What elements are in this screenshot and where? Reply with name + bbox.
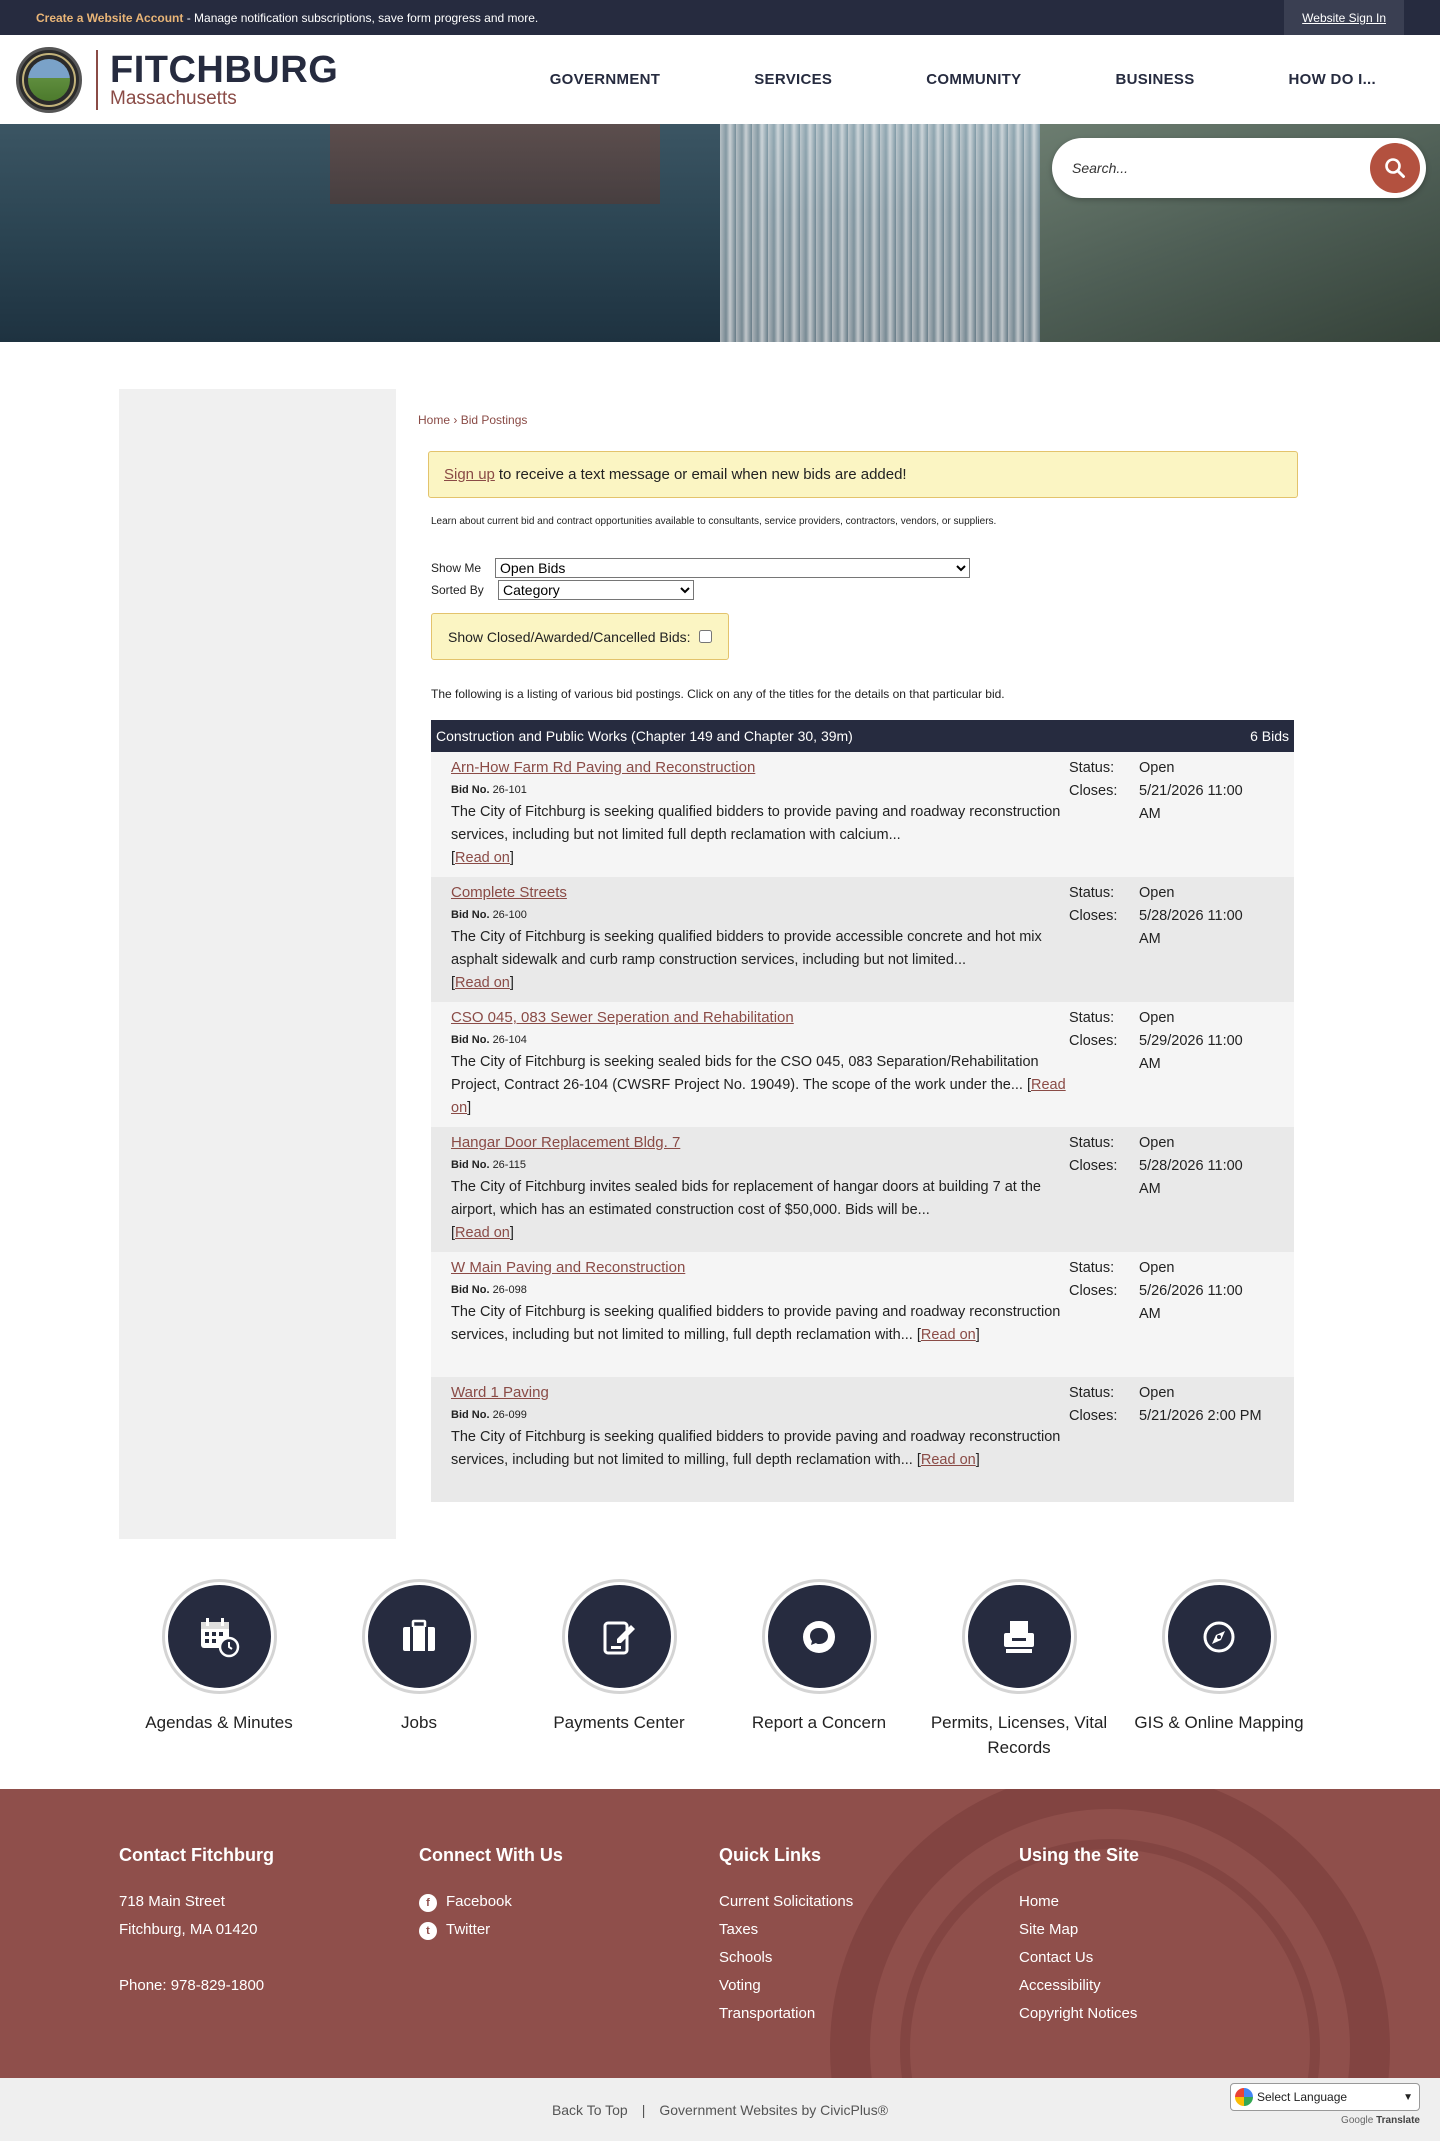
breadcrumb-home[interactable]: Home <box>418 413 451 427</box>
nav-services[interactable]: SERVICES <box>754 71 833 88</box>
bid-no-label: Bid No. <box>451 909 490 921</box>
footer-quick-links <box>719 1845 1019 2028</box>
nav-community[interactable]: COMMUNITY <box>926 71 1022 88</box>
bid-number: 26-115 <box>492 1159 526 1171</box>
status-label: Status: <box>1069 760 1115 776</box>
logo-state-name: Massachusetts <box>110 87 237 109</box>
closes-value: 5/26/2026 11:00 AM <box>1139 1283 1243 1322</box>
bid-title-link[interactable]: Ward 1 Paving <box>451 1384 549 1401</box>
nav-how-do-i[interactable]: HOW DO I... <box>1288 71 1376 88</box>
listing-intro-text: The following is a listing of various bid postings. Click on any of the titles for the details on that particular bid. <box>431 687 1005 701</box>
status-label: Status: <box>1069 1260 1115 1276</box>
bid-number: 26-101 <box>492 784 527 796</box>
quick-link-label: Jobs <box>401 1713 437 1732</box>
bid-no-label: Bid No. <box>451 1284 490 1296</box>
left-sidebar <box>119 389 396 1539</box>
bid-number: 26-100 <box>492 909 527 921</box>
chevron-down-icon: ▼ <box>1403 2091 1413 2103</box>
read-on-link[interactable]: Read on <box>455 850 510 866</box>
bottom-bar <box>0 2078 1440 2141</box>
create-account-notice <box>36 11 538 25</box>
footer-link-voting[interactable]: Voting <box>719 1977 761 1994</box>
search-button[interactable] <box>1370 143 1420 193</box>
bid-row: Complete Streets Bid No. 26-100 The City of Fitchburg is seeking qualified bidders to provide accessible concrete and hot mix asphalt sidewalk and curb ramp construction services, including but not limited... [Read on] Status: Open Closes: 5/28/2026 11:00 AM <box>431 877 1294 1002</box>
speech-bubble-icon <box>797 1615 841 1659</box>
status-value: Open <box>1139 1135 1175 1151</box>
quick-link-report-concern[interactable] <box>719 1579 919 1760</box>
read-on-link[interactable]: Read on <box>920 1452 976 1468</box>
nav-business[interactable]: BUSINESS <box>1115 71 1195 88</box>
bid-description: The City of Fitchburg invites sealed bids for replacement of hangar doors at building 7 at the airport, which has an estimated construction cost of $50,000. Bids will be... <box>451 1179 1041 1218</box>
footer-facebook-label: Facebook <box>446 1893 512 1910</box>
bid-row: W Main Paving and Reconstruction Bid No. 26-098 The City of Fitchburg is seeking qualified bidders to provide paving and roadway reconstruction services, including but not limited to milling, full depth reclamation with... [Read on] Status: Open Closes: 5/26/2026 11:00 AM <box>431 1252 1294 1377</box>
footer-quick-heading: Quick Links <box>719 1845 822 1865</box>
read-on-link[interactable]: Read on <box>920 1327 976 1343</box>
hero-banner <box>0 124 1440 342</box>
quick-link-gis[interactable] <box>1119 1579 1319 1760</box>
twitter-icon: t <box>419 1922 437 1940</box>
bid-number: 26-104 <box>492 1034 527 1046</box>
bid-category-table <box>431 720 1294 1502</box>
read-on-link[interactable]: Read on <box>451 1077 1066 1116</box>
footer-address-line2: Fitchburg, MA 01420 <box>119 1921 258 1938</box>
bid-no-label: Bid No. <box>451 784 490 796</box>
create-account-link[interactable]: Create a Website Account <box>36 10 184 25</box>
footer-using-site <box>1019 1845 1319 2028</box>
show-closed-label: Show Closed/Awarded/Cancelled Bids: <box>448 628 691 645</box>
status-label: Status: <box>1069 1010 1115 1026</box>
bid-description: The City of Fitchburg is seeking qualified bidders to provide paving and roadway reconstruction services, including but not limited to milling, full depth reclamation with... <box>451 1429 1061 1468</box>
bid-description: The City of Fitchburg is seeking qualified bidders to provide paving and roadway reconstruction services, including but not limited full depth reclamation with calcium... <box>451 804 1061 843</box>
main-navigation <box>550 71 1376 88</box>
compass-icon <box>1197 1615 1241 1659</box>
footer-link-taxes[interactable]: Taxes <box>719 1921 759 1938</box>
sorted-by-label: Sorted By <box>431 583 484 597</box>
signup-text: to receive a text message or email when new bids are added! <box>498 466 907 483</box>
quick-link-label: Permits, Licenses, Vital Records <box>930 1713 1108 1757</box>
bid-row: Ward 1 Paving Bid No. 26-099 The City of Fitchburg is seeking qualified bidders to provide paving and roadway reconstruction services, including but not limited to milling, full depth reclamation with... [Read on] Status: Open Closes: 5/21/2026 2:00 PM <box>431 1377 1294 1502</box>
closes-value: 5/28/2026 11:00 AM <box>1139 1158 1243 1197</box>
civicplus-link[interactable]: Government Websites by CivicPlus® <box>659 2101 889 2118</box>
status-value: Open <box>1139 760 1175 776</box>
quick-link-label: Payments Center <box>553 1713 685 1732</box>
bid-postings-content <box>418 389 1290 1539</box>
show-closed-checkbox[interactable] <box>699 630 712 643</box>
footer-connect <box>419 1845 719 2028</box>
footer-address-line1: 718 Main Street <box>119 1893 225 1910</box>
logo-city-name: FITCHBURG <box>110 48 339 91</box>
powered-by-google <box>1230 2115 1420 2126</box>
footer-contact-heading: Contact Fitchburg <box>119 1845 274 1865</box>
read-on-link[interactable]: Read on <box>455 1225 510 1241</box>
bid-title-link[interactable]: Complete Streets <box>451 884 567 901</box>
closes-label: Closes: <box>1069 1283 1118 1299</box>
status-label: Status: <box>1069 885 1115 901</box>
closes-label: Closes: <box>1069 1033 1118 1049</box>
bid-filters <box>431 557 1290 601</box>
show-me-select[interactable] <box>495 558 970 578</box>
footer-link-schools[interactable]: Schools <box>719 1949 773 1966</box>
bid-number: 26-098 <box>492 1284 527 1296</box>
calendar-clock-icon <box>197 1615 241 1659</box>
bid-description: The City of Fitchburg is seeking qualified bidders to provide accessible concrete and hot mix asphalt sidewalk and curb ramp construction services, including but not limited... <box>451 929 1042 968</box>
nav-government[interactable]: GOVERNMENT <box>549 71 661 88</box>
status-label: Status: <box>1069 1135 1115 1151</box>
quick-link-label: Agendas & Minutes <box>145 1713 293 1732</box>
footer-twitter-link[interactable] <box>419 1916 719 1944</box>
footer-facebook-link[interactable] <box>419 1888 719 1916</box>
hero-building <box>330 124 660 204</box>
search-input[interactable] <box>1072 160 1352 176</box>
footer-using-heading: Using the Site <box>1019 1845 1140 1865</box>
footer-link-contact-us[interactable]: Contact Us <box>1019 1949 1094 1966</box>
status-value: Open <box>1139 1010 1175 1026</box>
quick-link-payments[interactable] <box>519 1579 719 1760</box>
document-stamp-icon <box>997 1615 1041 1659</box>
translate-label: Translate <box>1376 2115 1420 2126</box>
status-value: Open <box>1139 885 1175 901</box>
bottom-separator: | <box>641 2101 646 2118</box>
mobile-payment-icon <box>597 1615 641 1659</box>
briefcase-icon <box>397 1615 441 1659</box>
footer-link-transportation[interactable]: Transportation <box>719 2005 816 2022</box>
create-account-text: - Manage notification subscriptions, save form progress and more. <box>183 10 539 25</box>
closes-value: 5/21/2026 11:00 AM <box>1139 783 1243 822</box>
signup-link[interactable]: Sign up <box>444 466 495 483</box>
intro-text: Learn about current bid and contract opportunities available to consultants, service providers, contractors, vendors, or suppliers. <box>431 516 997 527</box>
logo-wordmark[interactable] <box>110 48 339 109</box>
bid-row: Arn-How Farm Rd Paving and Reconstruction Bid No. 26-101 The City of Fitchburg is seeking qualified bidders to provide paving and roadway reconstruction services, including but not limited full depth reclamation with calcium... [Read on] Status: Open Closes: 5/21/2026 11:00 AM <box>431 752 1294 877</box>
category-name: Construction and Public Works (Chapter 149 and Chapter 30, 39m) <box>436 728 853 744</box>
category-header <box>431 720 1294 752</box>
powered-by-google-label: Google <box>1341 2115 1374 2126</box>
quick-link-jobs[interactable] <box>319 1579 519 1760</box>
bid-number: 26-099 <box>492 1409 527 1421</box>
status-label: Status: <box>1069 1385 1115 1401</box>
top-utility-bar <box>0 0 1440 35</box>
category-count: 6 Bids <box>1250 728 1289 744</box>
site-header <box>0 35 1440 124</box>
quick-link-label: Report a Concern <box>751 1713 887 1732</box>
city-seal-logo[interactable] <box>16 47 82 113</box>
footer-twitter-label: Twitter <box>446 1921 491 1938</box>
closes-value: 5/28/2026 11:00 AM <box>1139 908 1243 947</box>
breadcrumb-current[interactable]: Bid Postings <box>460 413 528 427</box>
bid-description: The City of Fitchburg is seeking qualified bidders to provide paving and roadway reconstruction services, including but not limited to milling, full depth reclamation with... <box>451 1304 1061 1343</box>
site-footer <box>0 1789 1440 2078</box>
bid-title-link[interactable]: Hangar Door Replacement Bldg. 7 <box>451 1134 681 1151</box>
breadcrumb-separator: › <box>450 413 461 427</box>
quick-link-permits[interactable] <box>919 1579 1119 1760</box>
google-translate-widget <box>1230 2083 1420 2126</box>
quick-link-agendas[interactable] <box>119 1579 319 1760</box>
bid-no-label: Bid No. <box>451 1159 490 1171</box>
quick-link-label: GIS & Online Mapping <box>1134 1713 1304 1732</box>
seal-landscape <box>28 59 70 101</box>
closes-label: Closes: <box>1069 908 1118 924</box>
show-closed-toggle <box>431 613 729 660</box>
closes-value: 5/21/2026 2:00 PM <box>1139 1408 1262 1424</box>
bid-description: The City of Fitchburg is seeking sealed bids for the CSO 045, 083 Separation/Rehabilitation Project, Contract 26-104 (CWSRF Project No. 19049). The scope of the work under the... <box>451 1054 1039 1093</box>
closes-value: 5/29/2026 11:00 AM <box>1139 1033 1243 1072</box>
bid-title-link[interactable]: W Main Paving and Reconstruction <box>451 1259 686 1276</box>
closes-label: Closes: <box>1069 783 1118 799</box>
google-g-icon <box>1235 2088 1253 2106</box>
quick-links-icons <box>0 1579 1440 1760</box>
bid-row: CSO 045, 083 Sewer Seperation and Rehabilitation Bid No. 26-104 The City of Fitchburg is seeking sealed bids for the CSO 045, 083 Separation/Rehabilitation Project, Contract 26-104 (CWSRF Project No. 19049). The scope of the work under the... [Read on] Status: Open Closes: 5/29/2026 11:00 AM <box>431 1002 1294 1127</box>
bid-row: Hangar Door Replacement Bldg. 7 Bid No. 26-115 The City of Fitchburg invites sealed bids for replacement of hangar doors at building 7 at the airport, which has an estimated construction cost of $50,000. Bids will be... [Read on] Status: Open Closes: 5/28/2026 11:00 AM <box>431 1127 1294 1252</box>
select-language-label: Select Language <box>1257 2090 1348 2104</box>
breadcrumb <box>418 413 1290 427</box>
facebook-icon: f <box>419 1894 437 1912</box>
show-me-label: Show Me <box>431 561 482 575</box>
back-to-top-link[interactable]: Back To Top <box>551 2101 628 2118</box>
sorted-by-select[interactable] <box>498 580 694 600</box>
footer-link-current-solicitations[interactable]: Current Solicitations <box>719 1893 854 1910</box>
bid-no-label: Bid No. <box>451 1034 490 1046</box>
select-language-dropdown[interactable] <box>1230 2083 1420 2111</box>
footer-connect-heading: Connect With Us <box>419 1845 563 1865</box>
footer-link-accessibility[interactable]: Accessibility <box>1019 1977 1101 1994</box>
search-bar <box>1052 138 1426 198</box>
closes-label: Closes: <box>1069 1408 1118 1424</box>
bid-title-link[interactable]: CSO 045, 083 Sewer Seperation and Rehabilitation <box>451 1009 794 1026</box>
footer-phone: Phone: 978-829-1800 <box>119 1977 265 1994</box>
footer-link-site-map[interactable]: Site Map <box>1019 1921 1079 1938</box>
read-on-link[interactable]: Read on <box>455 975 510 991</box>
signup-notice <box>428 451 1298 498</box>
footer-link-home[interactable]: Home <box>1019 1893 1060 1910</box>
website-sign-in-button[interactable]: Website Sign In <box>1284 0 1404 35</box>
logo-divider <box>96 50 98 110</box>
bid-title-link[interactable]: Arn-How Farm Rd Paving and Reconstruction <box>451 759 756 776</box>
status-value: Open <box>1139 1260 1175 1276</box>
bid-no-label: Bid No. <box>451 1409 490 1421</box>
main-area <box>0 342 1440 1539</box>
search-icon <box>1384 157 1406 179</box>
footer-contact <box>119 1845 419 2028</box>
closes-label: Closes: <box>1069 1158 1118 1174</box>
status-value: Open <box>1139 1385 1175 1401</box>
footer-link-copyright[interactable]: Copyright Notices <box>1019 2005 1138 2022</box>
